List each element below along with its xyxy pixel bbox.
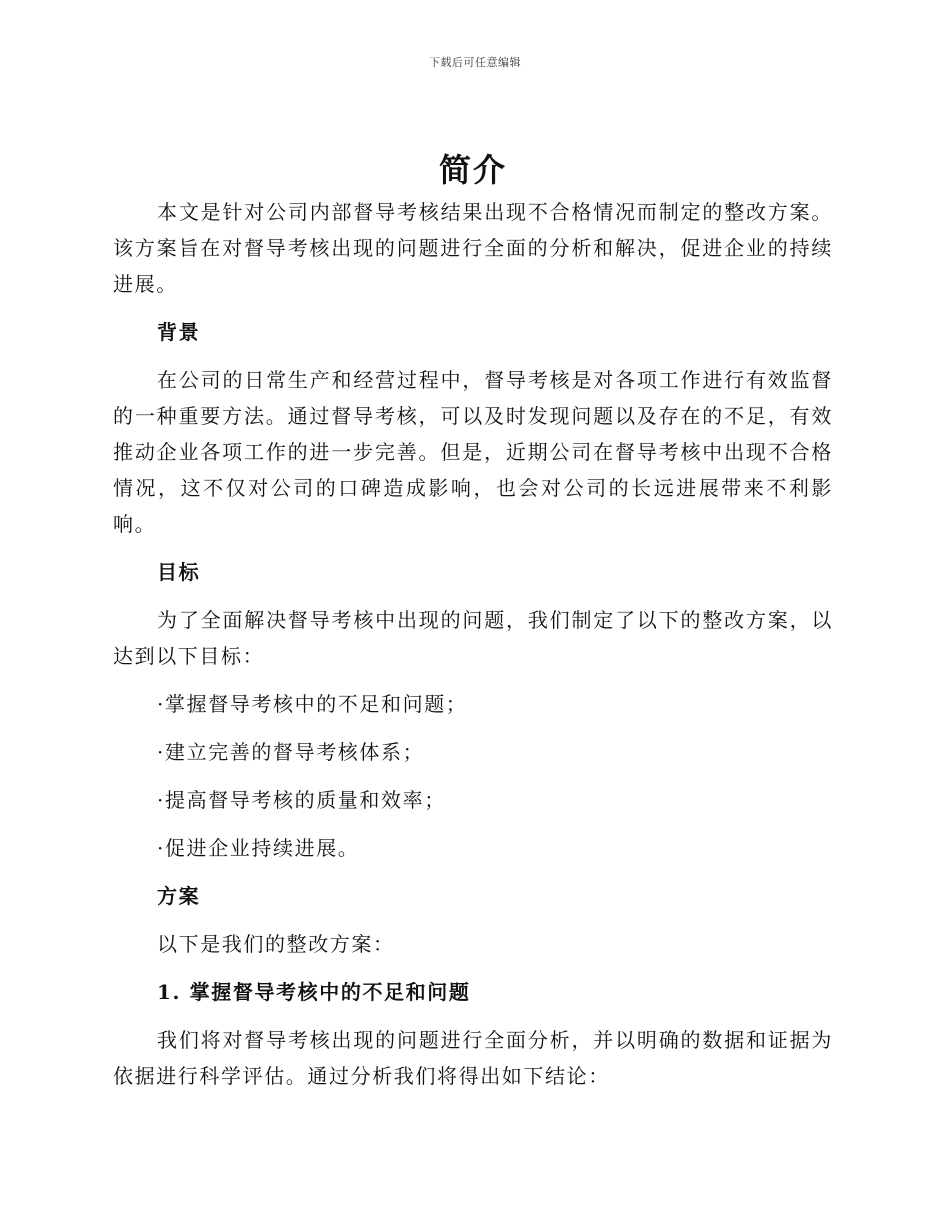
goal-item-text: 建立完善的督导考核体系； (165, 740, 425, 764)
goal-item-text: 促进企业持续进展。 (165, 836, 360, 860)
header-note: 下载后可任意编辑 (429, 56, 521, 69)
section-heading-goals: 目标 (157, 560, 201, 584)
bullet-dot-icon: · (157, 740, 165, 764)
goal-item-text: 掌握督导考核中的不足和问题； (165, 692, 468, 716)
bullet-dot-icon: · (157, 836, 165, 860)
bullet-dot-icon: · (157, 692, 165, 716)
section-heading-background: 背景 (157, 320, 201, 344)
plan-paragraph: 以下是我们的整改方案： (157, 932, 395, 956)
goal-item-text: 提高督导考核的质量和效率； (165, 788, 446, 812)
goal-list-item (113, 686, 833, 722)
goal-list-item (113, 734, 833, 770)
bullet-dot-icon: · (157, 788, 165, 812)
goals-paragraph: 为了全面解决督导考核中出现的问题，我们制定了以下的整改方案，以达到以下目标： (113, 608, 833, 668)
intro-paragraph: 本文是针对公司内部督导考核结果出现不合格情况而制定的整改方案。该方案旨在对督导考核出现的问题进行全面的分析和解决，促进企业的持续进展。 (113, 200, 833, 296)
document-body (113, 148, 833, 1106)
background-paragraph: 在公司的日常生产和经营过程中，督导考核是对各项工作进行有效监督的一种重要方法。通过督导考核，可以及时发现问题以及存在的不足，有效推动企业各项工作的进一步完善。但是，近期公司在督导考核中出现不合格情况，这不仅对公司的口碑造成影响，也会对公司的长远进展带来不利影响。 (113, 368, 833, 536)
document-title: 简介 (438, 151, 507, 189)
section-heading-plan: 方案 (157, 884, 201, 908)
step1-paragraph: 我们将对督导考核出现的问题进行全面分析，并以明确的数据和证据为依据进行科学评估。通过分析我们将得出如下结论： (113, 1028, 833, 1088)
subsection-heading-step1: 1. 掌握督导考核中的不足和问题 (157, 980, 471, 1004)
goal-list-item (113, 830, 833, 866)
goal-list-item (113, 782, 833, 818)
